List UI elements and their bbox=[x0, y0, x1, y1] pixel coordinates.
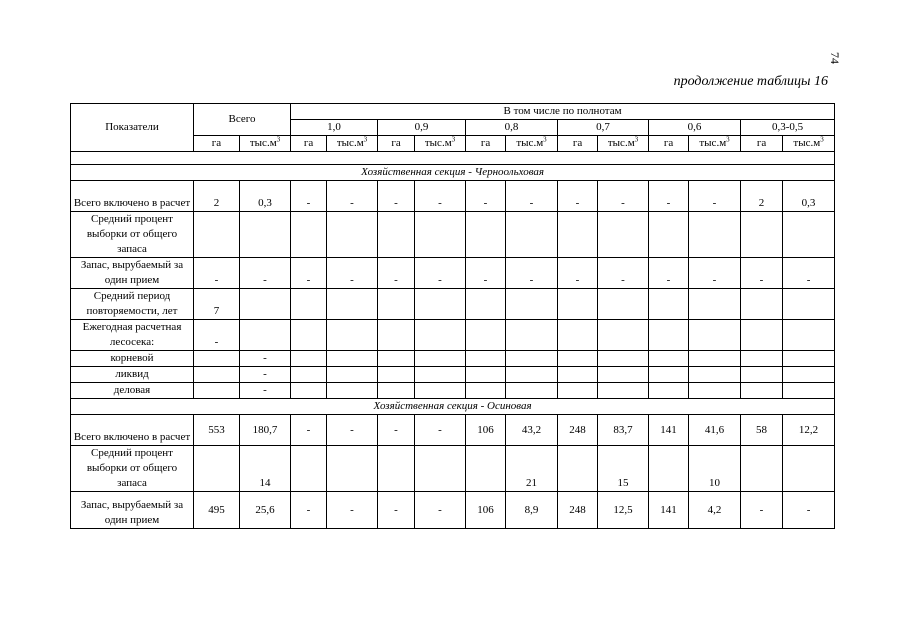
table-row bbox=[71, 492, 835, 529]
unit-superscript: 3 bbox=[451, 135, 456, 144]
table-cell: - bbox=[327, 415, 378, 446]
table-cell bbox=[327, 320, 378, 351]
table-cell: 7 bbox=[194, 289, 240, 320]
header-unit-ha: га bbox=[194, 136, 240, 152]
header-unit-volume bbox=[506, 136, 558, 152]
table-cell: - bbox=[194, 320, 240, 351]
table-cell: - bbox=[558, 181, 598, 212]
table-row bbox=[71, 367, 835, 383]
row-label: Ежегодная расчетная лесосека: bbox=[71, 320, 194, 351]
table-cell bbox=[240, 289, 291, 320]
header-density: 0,8 bbox=[466, 120, 558, 136]
table-cell: - bbox=[649, 181, 689, 212]
table-cell bbox=[689, 320, 741, 351]
table-cell bbox=[649, 212, 689, 258]
data-table bbox=[70, 103, 835, 529]
header-unit-ha: га bbox=[649, 136, 689, 152]
table-cell bbox=[378, 320, 415, 351]
table-cell bbox=[291, 367, 327, 383]
table-cell bbox=[649, 446, 689, 492]
table-row bbox=[71, 351, 835, 367]
table-cell: 553 bbox=[194, 415, 240, 446]
table-cell: - bbox=[240, 351, 291, 367]
table-cell: 21 bbox=[506, 446, 558, 492]
header-unit-volume bbox=[783, 136, 835, 152]
table-cell bbox=[598, 351, 649, 367]
table-cell: 248 bbox=[558, 492, 598, 529]
table-cell bbox=[327, 212, 378, 258]
header-indicators: Показатели bbox=[71, 104, 194, 152]
table-cell bbox=[649, 320, 689, 351]
table-row bbox=[71, 415, 835, 446]
header-unit-volume bbox=[415, 136, 466, 152]
table-cell bbox=[291, 383, 327, 399]
table-cell: 2 bbox=[741, 181, 783, 212]
table-row bbox=[71, 383, 835, 399]
table-cell bbox=[291, 351, 327, 367]
table-cell: - bbox=[649, 258, 689, 289]
table-cell: 141 bbox=[649, 492, 689, 529]
unit-text: тыс.м bbox=[336, 137, 364, 149]
table-cell bbox=[506, 212, 558, 258]
table-cell bbox=[558, 446, 598, 492]
unit-text: тыс.м bbox=[699, 137, 727, 149]
table-row bbox=[71, 212, 835, 258]
table-cell bbox=[649, 383, 689, 399]
table-cell bbox=[741, 320, 783, 351]
table-cell bbox=[783, 351, 835, 367]
table-cell: 2 bbox=[194, 181, 240, 212]
table-cell: - bbox=[327, 181, 378, 212]
table-cell bbox=[327, 289, 378, 320]
table-cell: - bbox=[378, 492, 415, 529]
table-cell: - bbox=[598, 258, 649, 289]
table-cell bbox=[240, 320, 291, 351]
page-number: 74 bbox=[828, 52, 842, 64]
table-cell bbox=[466, 320, 506, 351]
header-unit-volume bbox=[327, 136, 378, 152]
table-cell: - bbox=[689, 181, 741, 212]
table-cell bbox=[194, 212, 240, 258]
table-cell: - bbox=[415, 415, 466, 446]
table-cell bbox=[194, 446, 240, 492]
table-cell bbox=[415, 351, 466, 367]
table-cell: - bbox=[291, 181, 327, 212]
unit-superscript: 3 bbox=[726, 135, 730, 144]
table-cell: - bbox=[466, 258, 506, 289]
row-label: корневой bbox=[71, 351, 194, 367]
table-row bbox=[71, 181, 835, 212]
table-cell: - bbox=[783, 492, 835, 529]
table-cell: 106 bbox=[466, 492, 506, 529]
table-cell bbox=[649, 367, 689, 383]
table-cell bbox=[741, 446, 783, 492]
header-density: 0,3-0,5 bbox=[741, 120, 835, 136]
table-cell bbox=[415, 446, 466, 492]
header-unit-volume bbox=[598, 136, 649, 152]
table-cell: - bbox=[415, 492, 466, 529]
table-cell bbox=[741, 351, 783, 367]
unit-superscript: 3 bbox=[276, 135, 281, 144]
table-cell bbox=[558, 351, 598, 367]
table-cell: 8,9 bbox=[506, 492, 558, 529]
table-cell bbox=[327, 351, 378, 367]
unit-superscript: 3 bbox=[543, 135, 547, 144]
table-cell bbox=[783, 289, 835, 320]
header-unit-volume bbox=[240, 136, 291, 152]
table-cell bbox=[466, 383, 506, 399]
table-cell: 12,5 bbox=[598, 492, 649, 529]
header-density: 0,6 bbox=[649, 120, 741, 136]
table-cell bbox=[466, 289, 506, 320]
table-cell bbox=[783, 320, 835, 351]
table-cell bbox=[466, 212, 506, 258]
table-cell: - bbox=[466, 181, 506, 212]
table-cell bbox=[783, 383, 835, 399]
table-row bbox=[71, 446, 835, 492]
table-cell: 106 bbox=[466, 415, 506, 446]
table-cell: - bbox=[327, 492, 378, 529]
table-cell bbox=[506, 289, 558, 320]
table-cell bbox=[558, 367, 598, 383]
table-cell bbox=[415, 320, 466, 351]
header-density: 0,7 bbox=[558, 120, 649, 136]
row-label: ликвид bbox=[71, 367, 194, 383]
table-cell: - bbox=[598, 181, 649, 212]
section-title: Хозяйственная секция - Черноольховая bbox=[71, 165, 835, 181]
row-label: Запас, вырубаемый за один прием bbox=[71, 258, 194, 289]
table-cell: 41,6 bbox=[689, 415, 741, 446]
table-cell: - bbox=[291, 492, 327, 529]
table-cell bbox=[649, 289, 689, 320]
header-total: Всего bbox=[194, 104, 291, 136]
unit-superscript: 3 bbox=[634, 135, 639, 144]
header-unit-ha: га bbox=[378, 136, 415, 152]
header-density: 1,0 bbox=[291, 120, 378, 136]
table-cell bbox=[506, 383, 558, 399]
table-cell bbox=[598, 367, 649, 383]
table-cell bbox=[689, 212, 741, 258]
row-label: Всего включено в расчет bbox=[71, 181, 194, 212]
table-cell bbox=[783, 367, 835, 383]
unit-text: тыс.м bbox=[516, 137, 544, 149]
table-cell bbox=[378, 212, 415, 258]
table-cell: - bbox=[689, 258, 741, 289]
table-cell bbox=[506, 351, 558, 367]
table-cell: 14 bbox=[240, 446, 291, 492]
table-cell bbox=[741, 212, 783, 258]
table-cell: 58 bbox=[741, 415, 783, 446]
table-cell: 248 bbox=[558, 415, 598, 446]
table-cell: - bbox=[378, 415, 415, 446]
table-cell: 25,6 bbox=[240, 492, 291, 529]
table-cell bbox=[689, 383, 741, 399]
table-cell bbox=[415, 289, 466, 320]
unit-text: тыс.м bbox=[249, 137, 277, 149]
table-cell bbox=[415, 212, 466, 258]
table-cell: - bbox=[741, 492, 783, 529]
table-cell bbox=[415, 383, 466, 399]
table-cell: 141 bbox=[649, 415, 689, 446]
table-cell: - bbox=[240, 258, 291, 289]
table-cell bbox=[240, 212, 291, 258]
table-cell: - bbox=[415, 181, 466, 212]
table-cell bbox=[415, 367, 466, 383]
table-cell bbox=[194, 351, 240, 367]
table-cell: 43,2 bbox=[506, 415, 558, 446]
table-row bbox=[71, 320, 835, 351]
table-row bbox=[71, 289, 835, 320]
row-label: Всего включено в расчет bbox=[71, 415, 194, 446]
table-cell: 15 bbox=[598, 446, 649, 492]
table-cell bbox=[689, 289, 741, 320]
header-including: В том числе по полнотам bbox=[291, 104, 835, 120]
table-cell bbox=[327, 383, 378, 399]
table-cell bbox=[783, 446, 835, 492]
table-cell bbox=[466, 367, 506, 383]
table-cell: 12,2 bbox=[783, 415, 835, 446]
table-cell bbox=[506, 320, 558, 351]
header-unit-ha: га bbox=[466, 136, 506, 152]
table-caption: продолжение таблицы 16 bbox=[673, 74, 828, 89]
table-cell: - bbox=[415, 258, 466, 289]
table-cell: - bbox=[506, 258, 558, 289]
header-unit-volume bbox=[689, 136, 741, 152]
row-label: Средний процент выборки от общего запаса bbox=[71, 446, 194, 492]
row-label: Средний процент выборки от общего запаса bbox=[71, 212, 194, 258]
table-cell bbox=[741, 289, 783, 320]
table-cell bbox=[598, 383, 649, 399]
table-cell bbox=[291, 320, 327, 351]
unit-text: тыс.м bbox=[793, 137, 821, 149]
table-cell: - bbox=[506, 181, 558, 212]
table-row bbox=[71, 258, 835, 289]
table-cell: - bbox=[783, 258, 835, 289]
table-cell bbox=[378, 446, 415, 492]
table-cell bbox=[291, 212, 327, 258]
table-cell bbox=[558, 383, 598, 399]
table-cell: 10 bbox=[689, 446, 741, 492]
unit-superscript: 3 bbox=[820, 135, 824, 144]
table-cell: 0,3 bbox=[240, 181, 291, 212]
table-cell: - bbox=[378, 181, 415, 212]
table-cell bbox=[194, 367, 240, 383]
table-cell bbox=[194, 383, 240, 399]
unit-text: тыс.м bbox=[607, 137, 635, 149]
table-cell: 180,7 bbox=[240, 415, 291, 446]
table-cell bbox=[558, 289, 598, 320]
table-cell bbox=[291, 446, 327, 492]
table-cell bbox=[466, 446, 506, 492]
header-unit-ha: га bbox=[741, 136, 783, 152]
table-cell: 0,3 bbox=[783, 181, 835, 212]
table-cell: 495 bbox=[194, 492, 240, 529]
spacer-row bbox=[71, 152, 835, 165]
table-cell bbox=[741, 383, 783, 399]
table-cell: 4,2 bbox=[689, 492, 741, 529]
table-cell bbox=[327, 367, 378, 383]
table-cell bbox=[783, 212, 835, 258]
table-cell bbox=[466, 351, 506, 367]
table-cell bbox=[378, 383, 415, 399]
table-cell: - bbox=[240, 383, 291, 399]
table-cell bbox=[558, 212, 598, 258]
row-label: деловая bbox=[71, 383, 194, 399]
table-cell bbox=[689, 351, 741, 367]
header-unit-ha: га bbox=[558, 136, 598, 152]
table-cell: - bbox=[378, 258, 415, 289]
table-cell: - bbox=[240, 367, 291, 383]
header-density: 0,9 bbox=[378, 120, 466, 136]
table-cell bbox=[378, 351, 415, 367]
unit-superscript: 3 bbox=[363, 135, 368, 144]
table-cell bbox=[649, 351, 689, 367]
unit-text: тыс.м bbox=[424, 137, 452, 149]
table-cell: - bbox=[194, 258, 240, 289]
table-cell bbox=[506, 367, 558, 383]
table-cell bbox=[378, 289, 415, 320]
table-cell: - bbox=[741, 258, 783, 289]
table-cell: 83,7 bbox=[598, 415, 649, 446]
row-label: Средний период повторяемости, лет bbox=[71, 289, 194, 320]
table-cell: - bbox=[291, 415, 327, 446]
table-cell bbox=[598, 320, 649, 351]
row-label: Запас, вырубаемый за один прием bbox=[71, 492, 194, 529]
table-cell bbox=[741, 367, 783, 383]
table-cell bbox=[689, 367, 741, 383]
table-cell bbox=[327, 446, 378, 492]
table-cell bbox=[378, 367, 415, 383]
table-cell: - bbox=[327, 258, 378, 289]
table-cell: - bbox=[558, 258, 598, 289]
table-cell bbox=[558, 320, 598, 351]
section-title: Хозяйственная секция - Осиновая bbox=[71, 399, 835, 415]
table-cell bbox=[291, 289, 327, 320]
table-cell bbox=[598, 289, 649, 320]
header-unit-ha: га bbox=[291, 136, 327, 152]
table-cell bbox=[598, 212, 649, 258]
table-cell: - bbox=[291, 258, 327, 289]
